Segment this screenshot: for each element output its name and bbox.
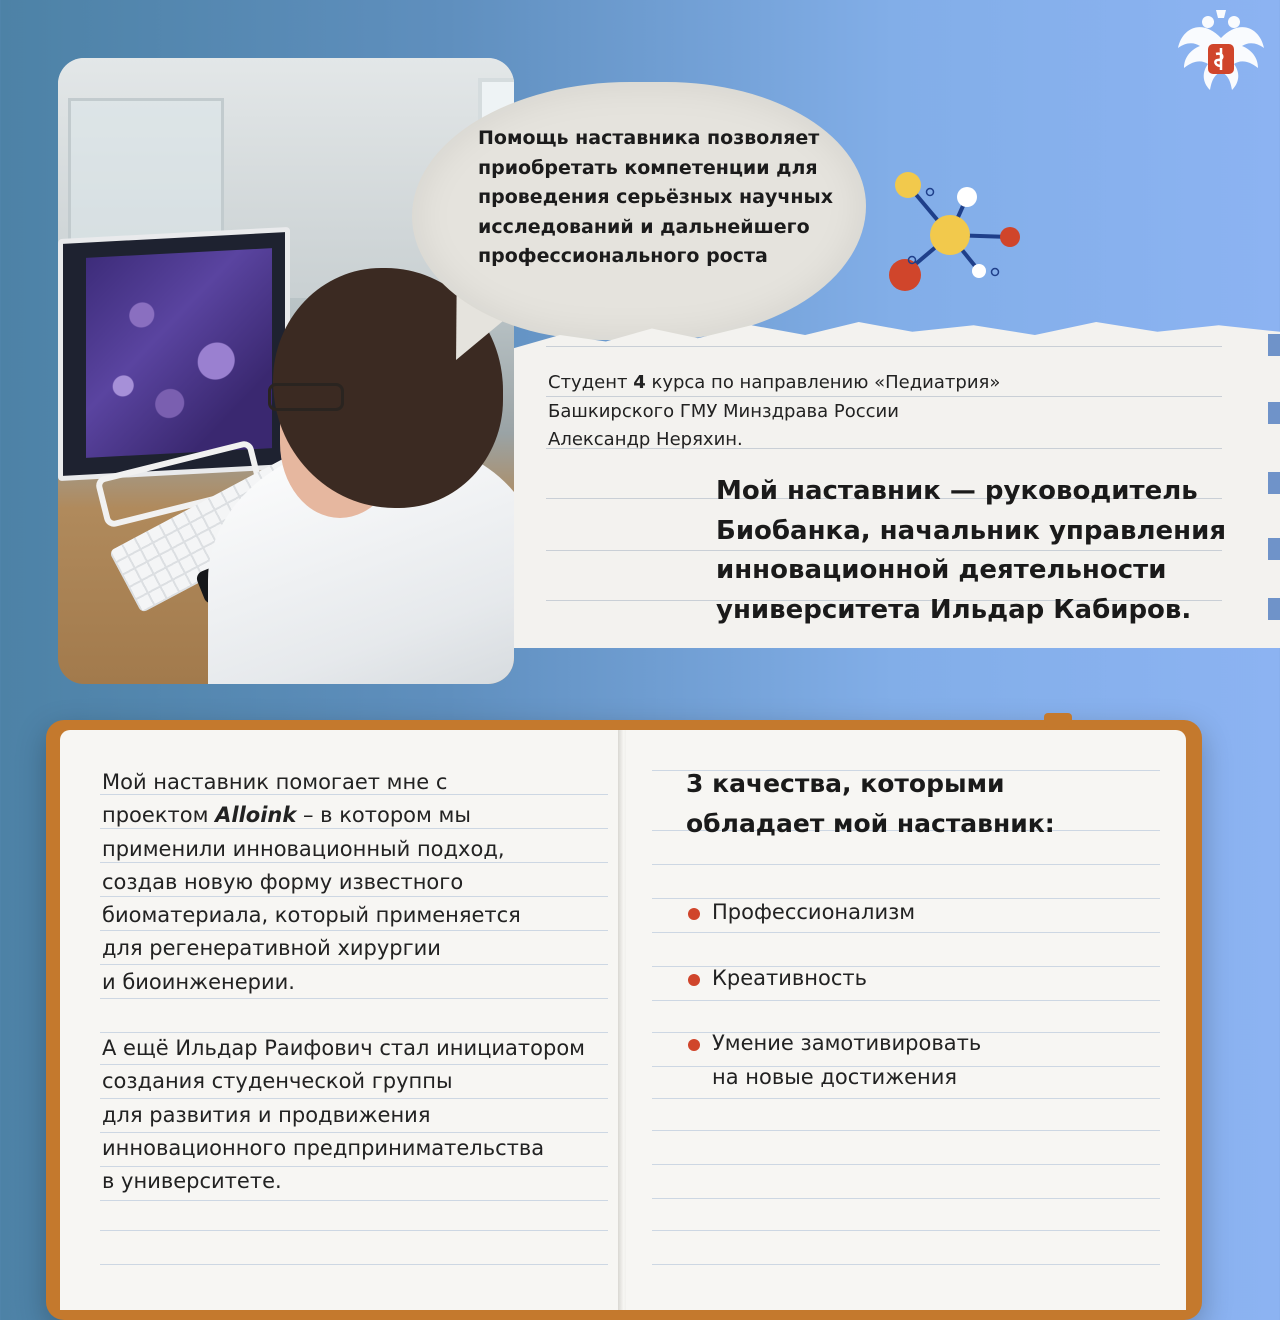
qualities-list [686, 896, 1146, 1126]
alloink-brand: Alloink [215, 803, 297, 828]
mentor-help-description: Мой наставник помогает мне с проектом Alloink – в котором мы применили инновационный подход, создав новую форму известного биоматериала, который применяется для регенеративной хирургии и биоинженерии. А ещё Ильдар Раифович стал инициатором создания студенческой группы для развития и продвижения инновационного предпринимательства в университете. [102, 770, 586, 1194]
notebook-ribbon [1044, 713, 1072, 727]
student-caption: Студент 4 курса по направлению «Педиатрия» Башкирского ГМУ Минздрава России Александр Неряхин. [548, 372, 1001, 450]
bullet-dot-icon [688, 1039, 700, 1051]
bullet-dot-icon [688, 974, 700, 986]
bubble-quote: Помощь наставника позволяет приобретать компетенции для проведения серьёзных научных исследований и дальнейшего профессионального роста [478, 127, 833, 267]
bullet-dot-icon [688, 908, 700, 920]
qualities-title: 3 качества, которыми обладает мой наставник: [686, 769, 1055, 838]
molecule-icon [885, 165, 1035, 295]
quality-item: Креативность [686, 962, 1146, 996]
eagle-emblem-icon [1172, 8, 1270, 108]
microscopy-image-on-screen [86, 248, 272, 458]
quality-item: Умение замотивировать на новые достижения [686, 1027, 1146, 1094]
quality-item: Профессионализм [686, 896, 1146, 930]
mentor-statement: Мой наставник — руководитель Биобанка, начальник управления инновационной деятельности университета Ильдар Кабиров. [716, 476, 1227, 625]
